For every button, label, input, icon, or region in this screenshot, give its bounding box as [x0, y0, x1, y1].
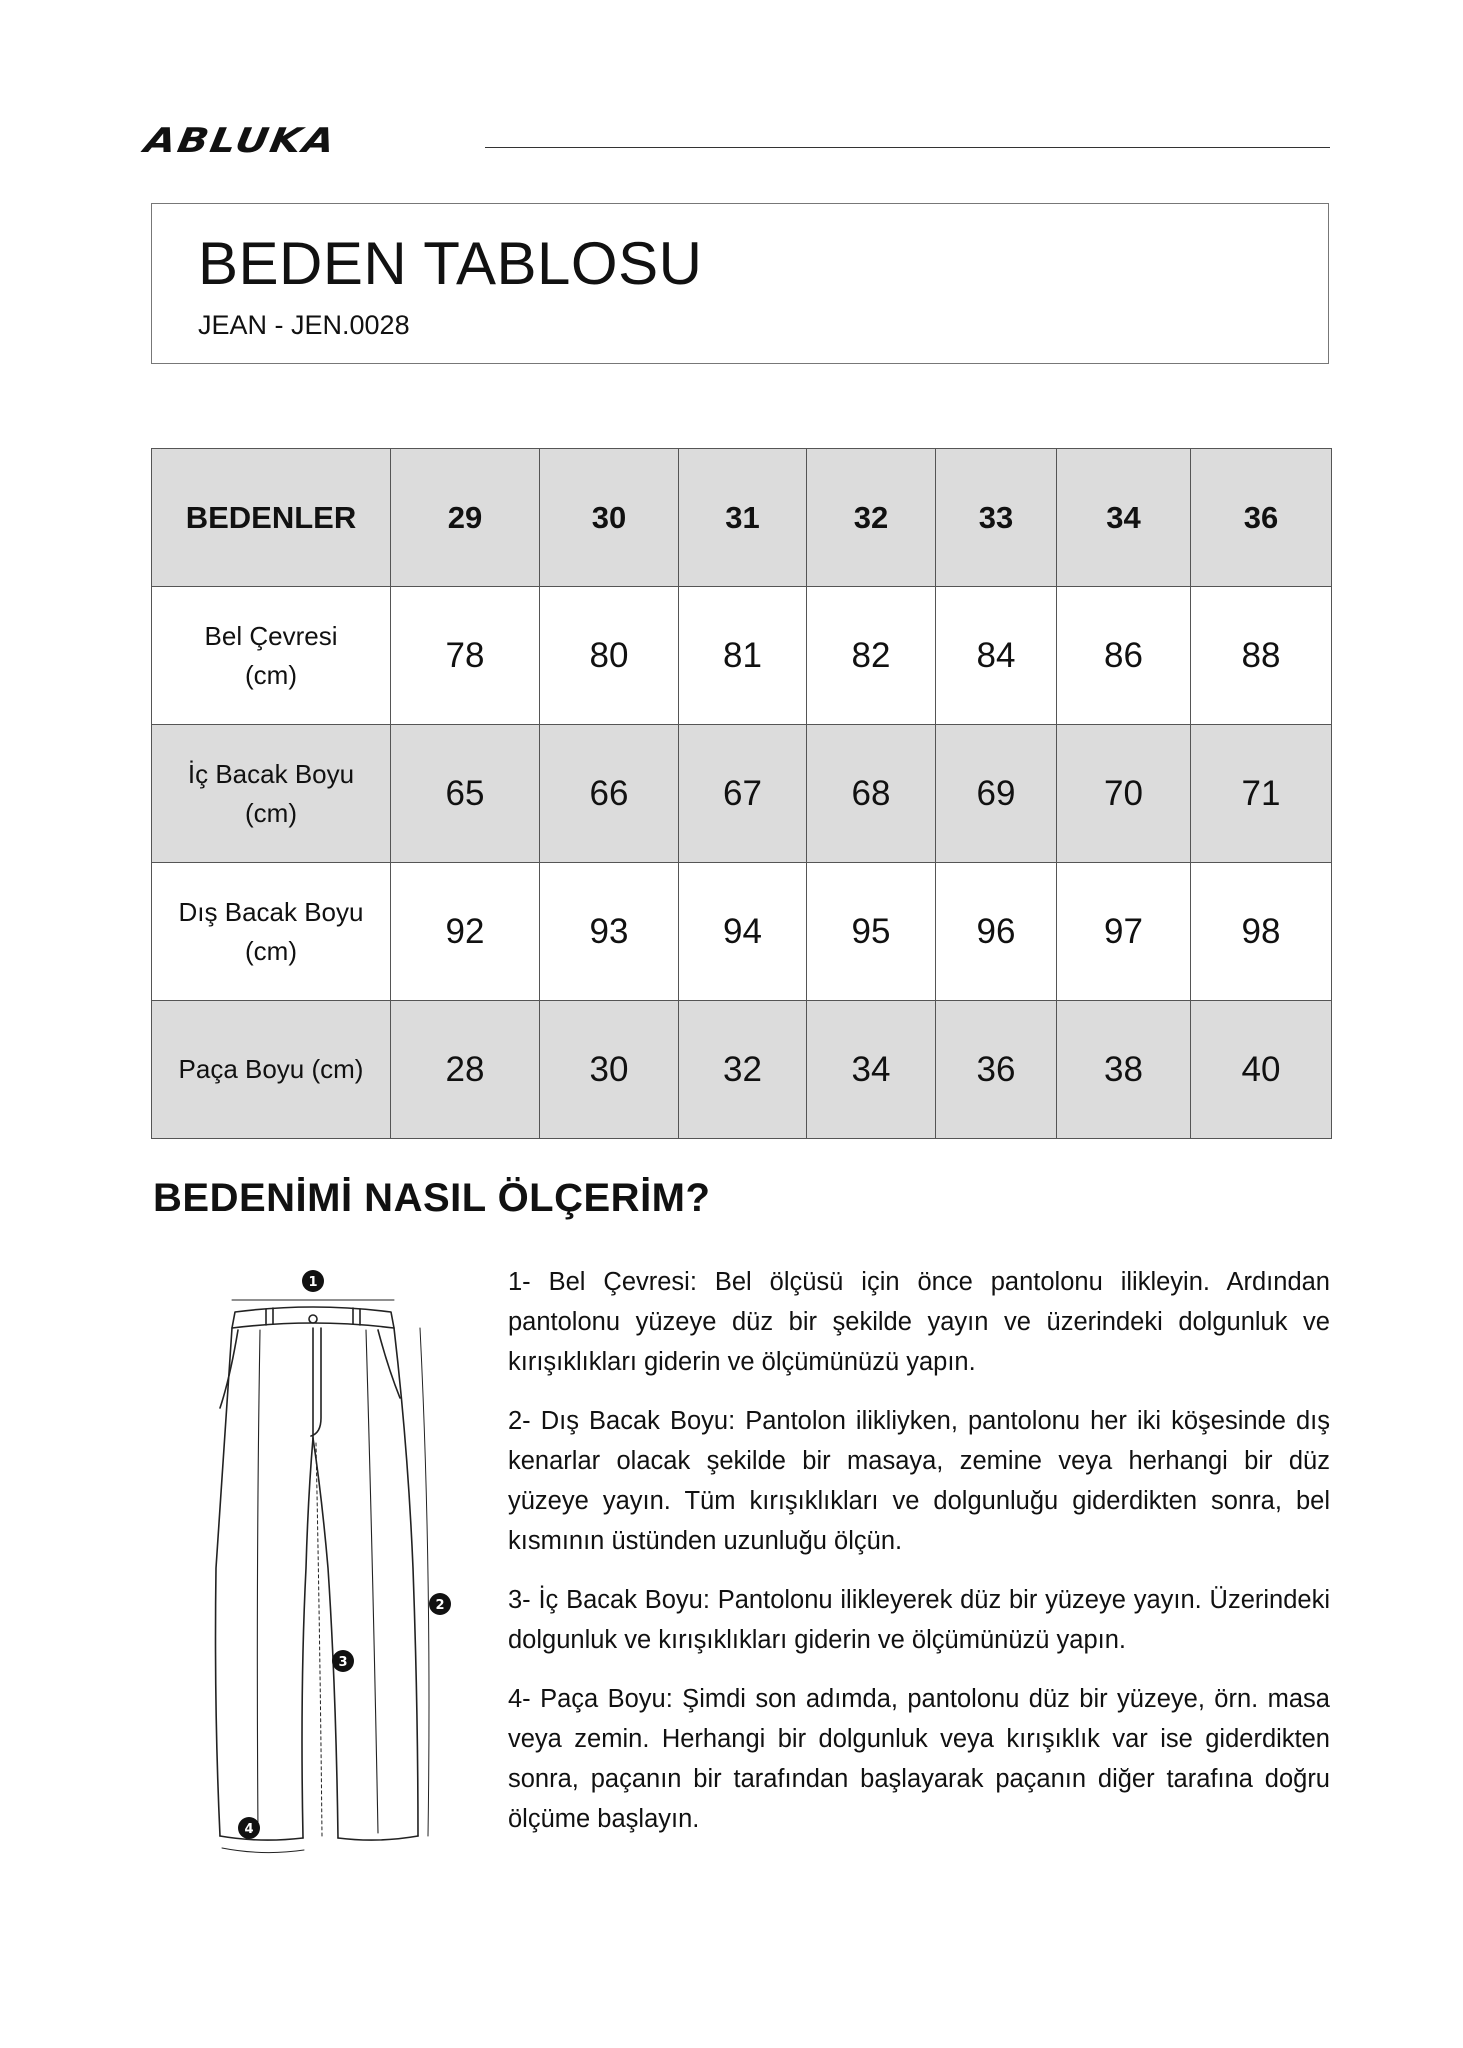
- table-cell: 84: [936, 587, 1057, 725]
- how-to-heading: BEDENİMİ NASIL ÖLÇERİM?: [153, 1176, 711, 1220]
- product-code: JEAN - JEN.0028: [198, 310, 410, 340]
- table-cell: 40: [1191, 1001, 1332, 1139]
- table-cell: 32: [679, 1001, 807, 1139]
- table-row-outseam: [152, 863, 1332, 1001]
- row-label-line1: Bel Çevresi: [204, 620, 338, 651]
- table-cell: 67: [679, 725, 807, 863]
- measure-line-2: [420, 1328, 429, 1836]
- row-label: [152, 725, 391, 863]
- right-outer-seam: [394, 1328, 418, 1836]
- table-cell: 66: [540, 725, 679, 863]
- row-label-line2: (cm): [245, 797, 297, 828]
- table-cell: 88: [1191, 587, 1332, 725]
- step-hem: 4- Paça Boyu: Şimdi son adımda, pantolonu düz bir yüzeye, örn. masa veya zemin. Herhangi bir dolgunluk veya kırışıklık var ise giderdikten sonra, paçanın bir tarafından başlayarak paçanın diğer tarafına doğru ölçüme başlayın.: [508, 1685, 1330, 1833]
- table-cell: 94: [679, 863, 807, 1001]
- marker-4-label: 4: [244, 1822, 254, 1837]
- marker-1-label: 1: [308, 1275, 318, 1290]
- table-cell: 95: [807, 863, 936, 1001]
- size-header: 33: [936, 449, 1057, 587]
- table-header-row: [152, 449, 1332, 587]
- marker-3-label: 3: [338, 1655, 348, 1670]
- marker-1: [302, 1270, 324, 1292]
- step-outseam: 2- Dış Bacak Boyu: Pantolon ilikliyken, pantolonu her iki köşesinde dış kenarlar olacak şekilde bir masaya, zemine veya herhangi bir düz yüzeye yayın. Tüm kırışıklıkları ve dolgunluğu giderdikten sonra, bel kısmının üstünden uzunluğu ölçün.: [508, 1407, 1330, 1555]
- brand-logo: ABLUKA: [141, 121, 340, 161]
- table-cell: 68: [807, 725, 936, 863]
- left-inseam: [302, 1438, 313, 1838]
- measure-line-4: [222, 1848, 304, 1853]
- size-header: 29: [391, 449, 540, 587]
- row-label-line2: (cm): [245, 935, 297, 966]
- size-header: 31: [679, 449, 807, 587]
- row-label-line1: İç Bacak Boyu: [187, 758, 355, 789]
- pockets-shape: [220, 1330, 400, 1408]
- corner-header: BEDENLER: [152, 449, 391, 587]
- table-cell: 93: [540, 863, 679, 1001]
- table-cell: 70: [1057, 725, 1191, 863]
- step-waist: 1- Bel Çevresi: Bel ölçüsü için önce pantolonu ilikleyin. Ardından pantolonu yüzeye düz bir şekilde yayın ve üzerindeki dolgunluk ve kırışıklıkları giderin ve ölçümünüzü yapın.: [508, 1268, 1330, 1376]
- table-cell: 34: [807, 1001, 936, 1139]
- header-divider: [485, 147, 1330, 148]
- fly-shape: [311, 1328, 321, 1438]
- page-title: BEDEN TABLOSU: [198, 230, 703, 297]
- row-label: [152, 1001, 391, 1139]
- left-outer-seam: [216, 1328, 233, 1836]
- row-label-line2: (cm): [245, 659, 297, 690]
- table-cell: 65: [391, 725, 540, 863]
- right-hem: [338, 1836, 418, 1840]
- size-table: [151, 448, 1332, 1139]
- row-label: [152, 863, 391, 1001]
- title-box: [151, 203, 1329, 364]
- marker-2: [429, 1593, 451, 1615]
- table-cell: 81: [679, 587, 807, 725]
- table-cell: 92: [391, 863, 540, 1001]
- left-hem: [220, 1836, 303, 1840]
- table-cell: 82: [807, 587, 936, 725]
- size-header: 34: [1057, 449, 1191, 587]
- table-row-inseam: [152, 725, 1332, 863]
- table-cell: 36: [936, 1001, 1057, 1139]
- waistband-shape: [232, 1307, 394, 1328]
- marker-2-label: 2: [435, 1598, 445, 1613]
- table-cell: 28: [391, 1001, 540, 1139]
- measure-instructions: [508, 1262, 1330, 1858]
- table-cell: 98: [1191, 863, 1332, 1001]
- row-label: [152, 587, 391, 725]
- table-cell: 30: [540, 1001, 679, 1139]
- table-cell: 96: [936, 863, 1057, 1001]
- row-label-line1: Dış Bacak Boyu: [178, 896, 364, 927]
- button-shape: [309, 1315, 317, 1323]
- table-cell: 71: [1191, 725, 1332, 863]
- table-cell: 69: [936, 725, 1057, 863]
- table-cell: 78: [391, 587, 540, 725]
- table-cell: 80: [540, 587, 679, 725]
- table-row-waist: [152, 587, 1332, 725]
- size-header: 32: [807, 449, 936, 587]
- step-inseam: 3- İç Bacak Boyu: Pantolonu ilikleyerek düz bir yüzeye yayın. Üzerindeki dolgunluk ve kırışıklıkları giderin ve ölçümünüzü yapın.: [508, 1586, 1330, 1654]
- pants-diagram-icon: [208, 1268, 458, 1860]
- table-cell: 97: [1057, 863, 1191, 1001]
- marker-4: [238, 1817, 260, 1839]
- crease-lines: [257, 1330, 378, 1833]
- table-cell: 38: [1057, 1001, 1191, 1139]
- table-row-hem: [152, 1001, 1332, 1139]
- size-header: 30: [540, 449, 679, 587]
- size-header: 36: [1191, 449, 1332, 587]
- marker-3: [332, 1650, 354, 1672]
- row-label-line1: Paça Boyu (cm): [178, 1054, 364, 1084]
- table-cell: 86: [1057, 587, 1191, 725]
